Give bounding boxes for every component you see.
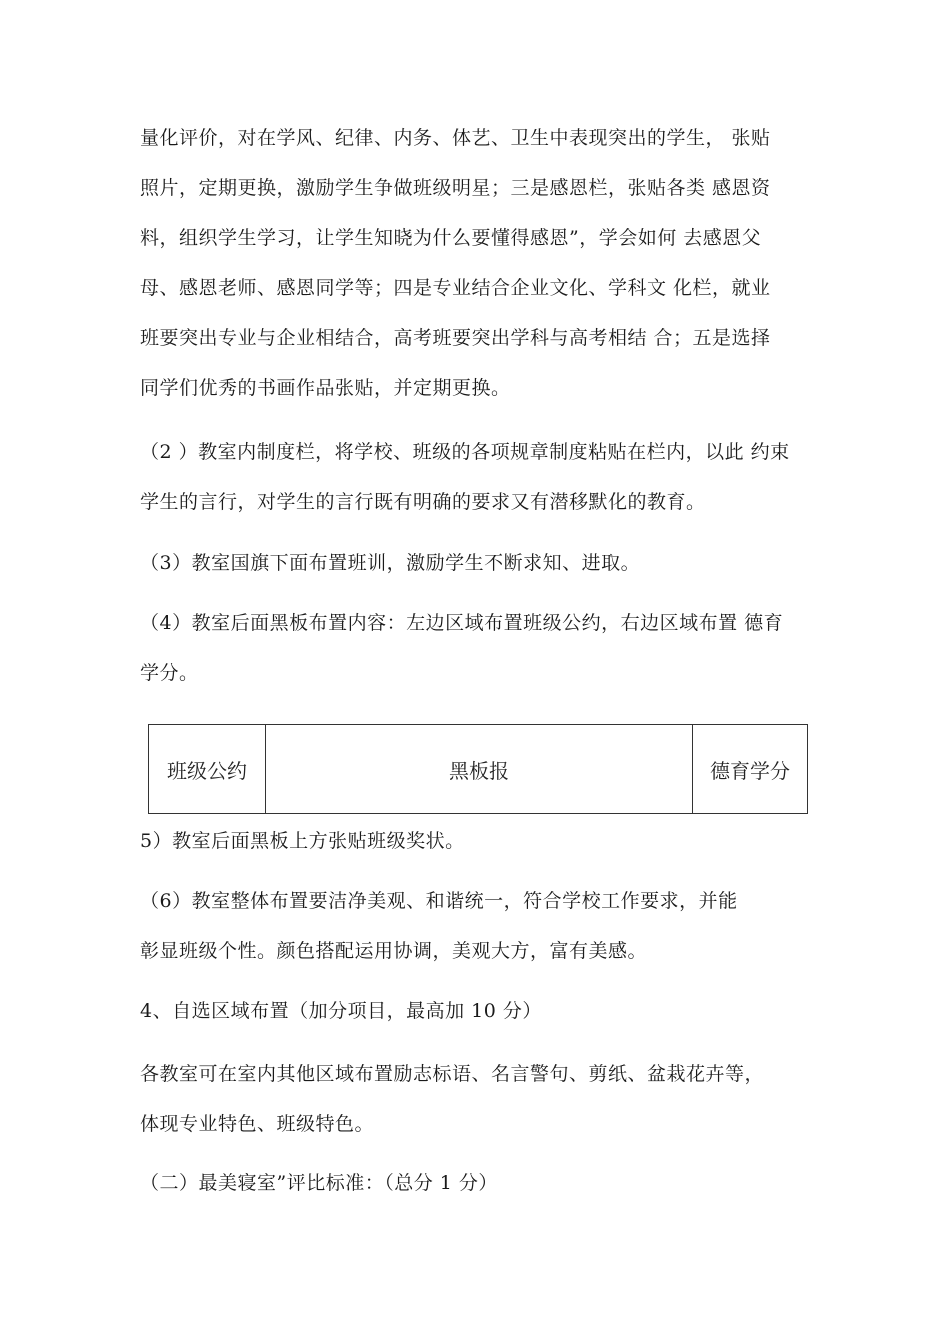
text-line: 同学们优秀的书画作品张贴，并定期更换。 bbox=[140, 377, 511, 399]
text-line: 照片，定期更换，激励学生争做班级明星；三是感恩栏，张贴各类 感恩资 bbox=[140, 177, 771, 199]
text-line: 各教室可在室内其他区域布置励志标语、名言警句、剪纸、盆栽花卉等， bbox=[140, 1063, 765, 1085]
paragraph-classroom-columns bbox=[140, 113, 820, 413]
text-line: （二）最美寝室”评比标准：（总分 1 分） bbox=[140, 1172, 498, 1194]
paragraph-optional-area-heading bbox=[140, 986, 820, 1036]
section-heading-dormitory bbox=[140, 1158, 820, 1208]
text-line: 体现专业特色、班级特色。 bbox=[140, 1113, 375, 1135]
text-line: 学生的言行，对学生的言行既有明确的要求又有潜移默化的教育。 bbox=[140, 491, 706, 513]
text-line: 量化评价，对在学风、纪律、内务、体艺、卫生中表现突出的学生， 张贴 bbox=[140, 127, 771, 149]
text-line: 母、感恩老师、感恩同学等；四是专业结合企业文化、学科文 化栏，就业 bbox=[140, 277, 771, 299]
paragraph-optional-area bbox=[140, 1049, 820, 1149]
blackboard-layout-table bbox=[148, 724, 808, 814]
text-line: 班要突出专业与企业相结合，高考班要突出学科与高考相结 合；五是选择 bbox=[140, 327, 771, 349]
text-line: 4、自选区域布置（加分项目，最高加 10 分） bbox=[140, 1000, 542, 1022]
text-line: （4）教室后面黑板布置内容：左边区域布置班级公约，右边区域布置 德育 bbox=[140, 612, 784, 634]
paragraph-rules-board bbox=[140, 427, 820, 527]
text-line: （3）教室国旗下面布置班训，激励学生不断求知、进取。 bbox=[140, 552, 641, 574]
text-line: （6）教室整体布置要洁净美观、和谐统一，符合学校工作要求，并能 bbox=[140, 890, 738, 912]
paragraph-overall-layout bbox=[140, 876, 820, 976]
board-cell-blackboard-newspaper: 黑板报 bbox=[266, 725, 693, 813]
board-cell-class-convention: 班级公约 bbox=[149, 725, 266, 813]
text-line: 学分。 bbox=[140, 662, 199, 684]
paragraph-back-blackboard bbox=[140, 598, 820, 698]
text-line: 彰显班级个性。颜色搭配运用协调，美观大方，富有美感。 bbox=[140, 940, 648, 962]
paragraph-certificates bbox=[140, 816, 820, 866]
text-line: 料，组织学生学习，让学生知晓为什么要懂得感恩”，学会如何 去感恩父 bbox=[140, 227, 762, 249]
paragraph-class-motto bbox=[140, 538, 820, 588]
board-cell-moral-credits: 德育学分 bbox=[710, 758, 790, 783]
text-line: （2 ）教室内制度栏，将学校、班级的各项规章制度粘贴在栏内，以此 约束 bbox=[140, 441, 790, 463]
text-line: 5）教室后面黑板上方张贴班级奖状。 bbox=[140, 830, 465, 852]
